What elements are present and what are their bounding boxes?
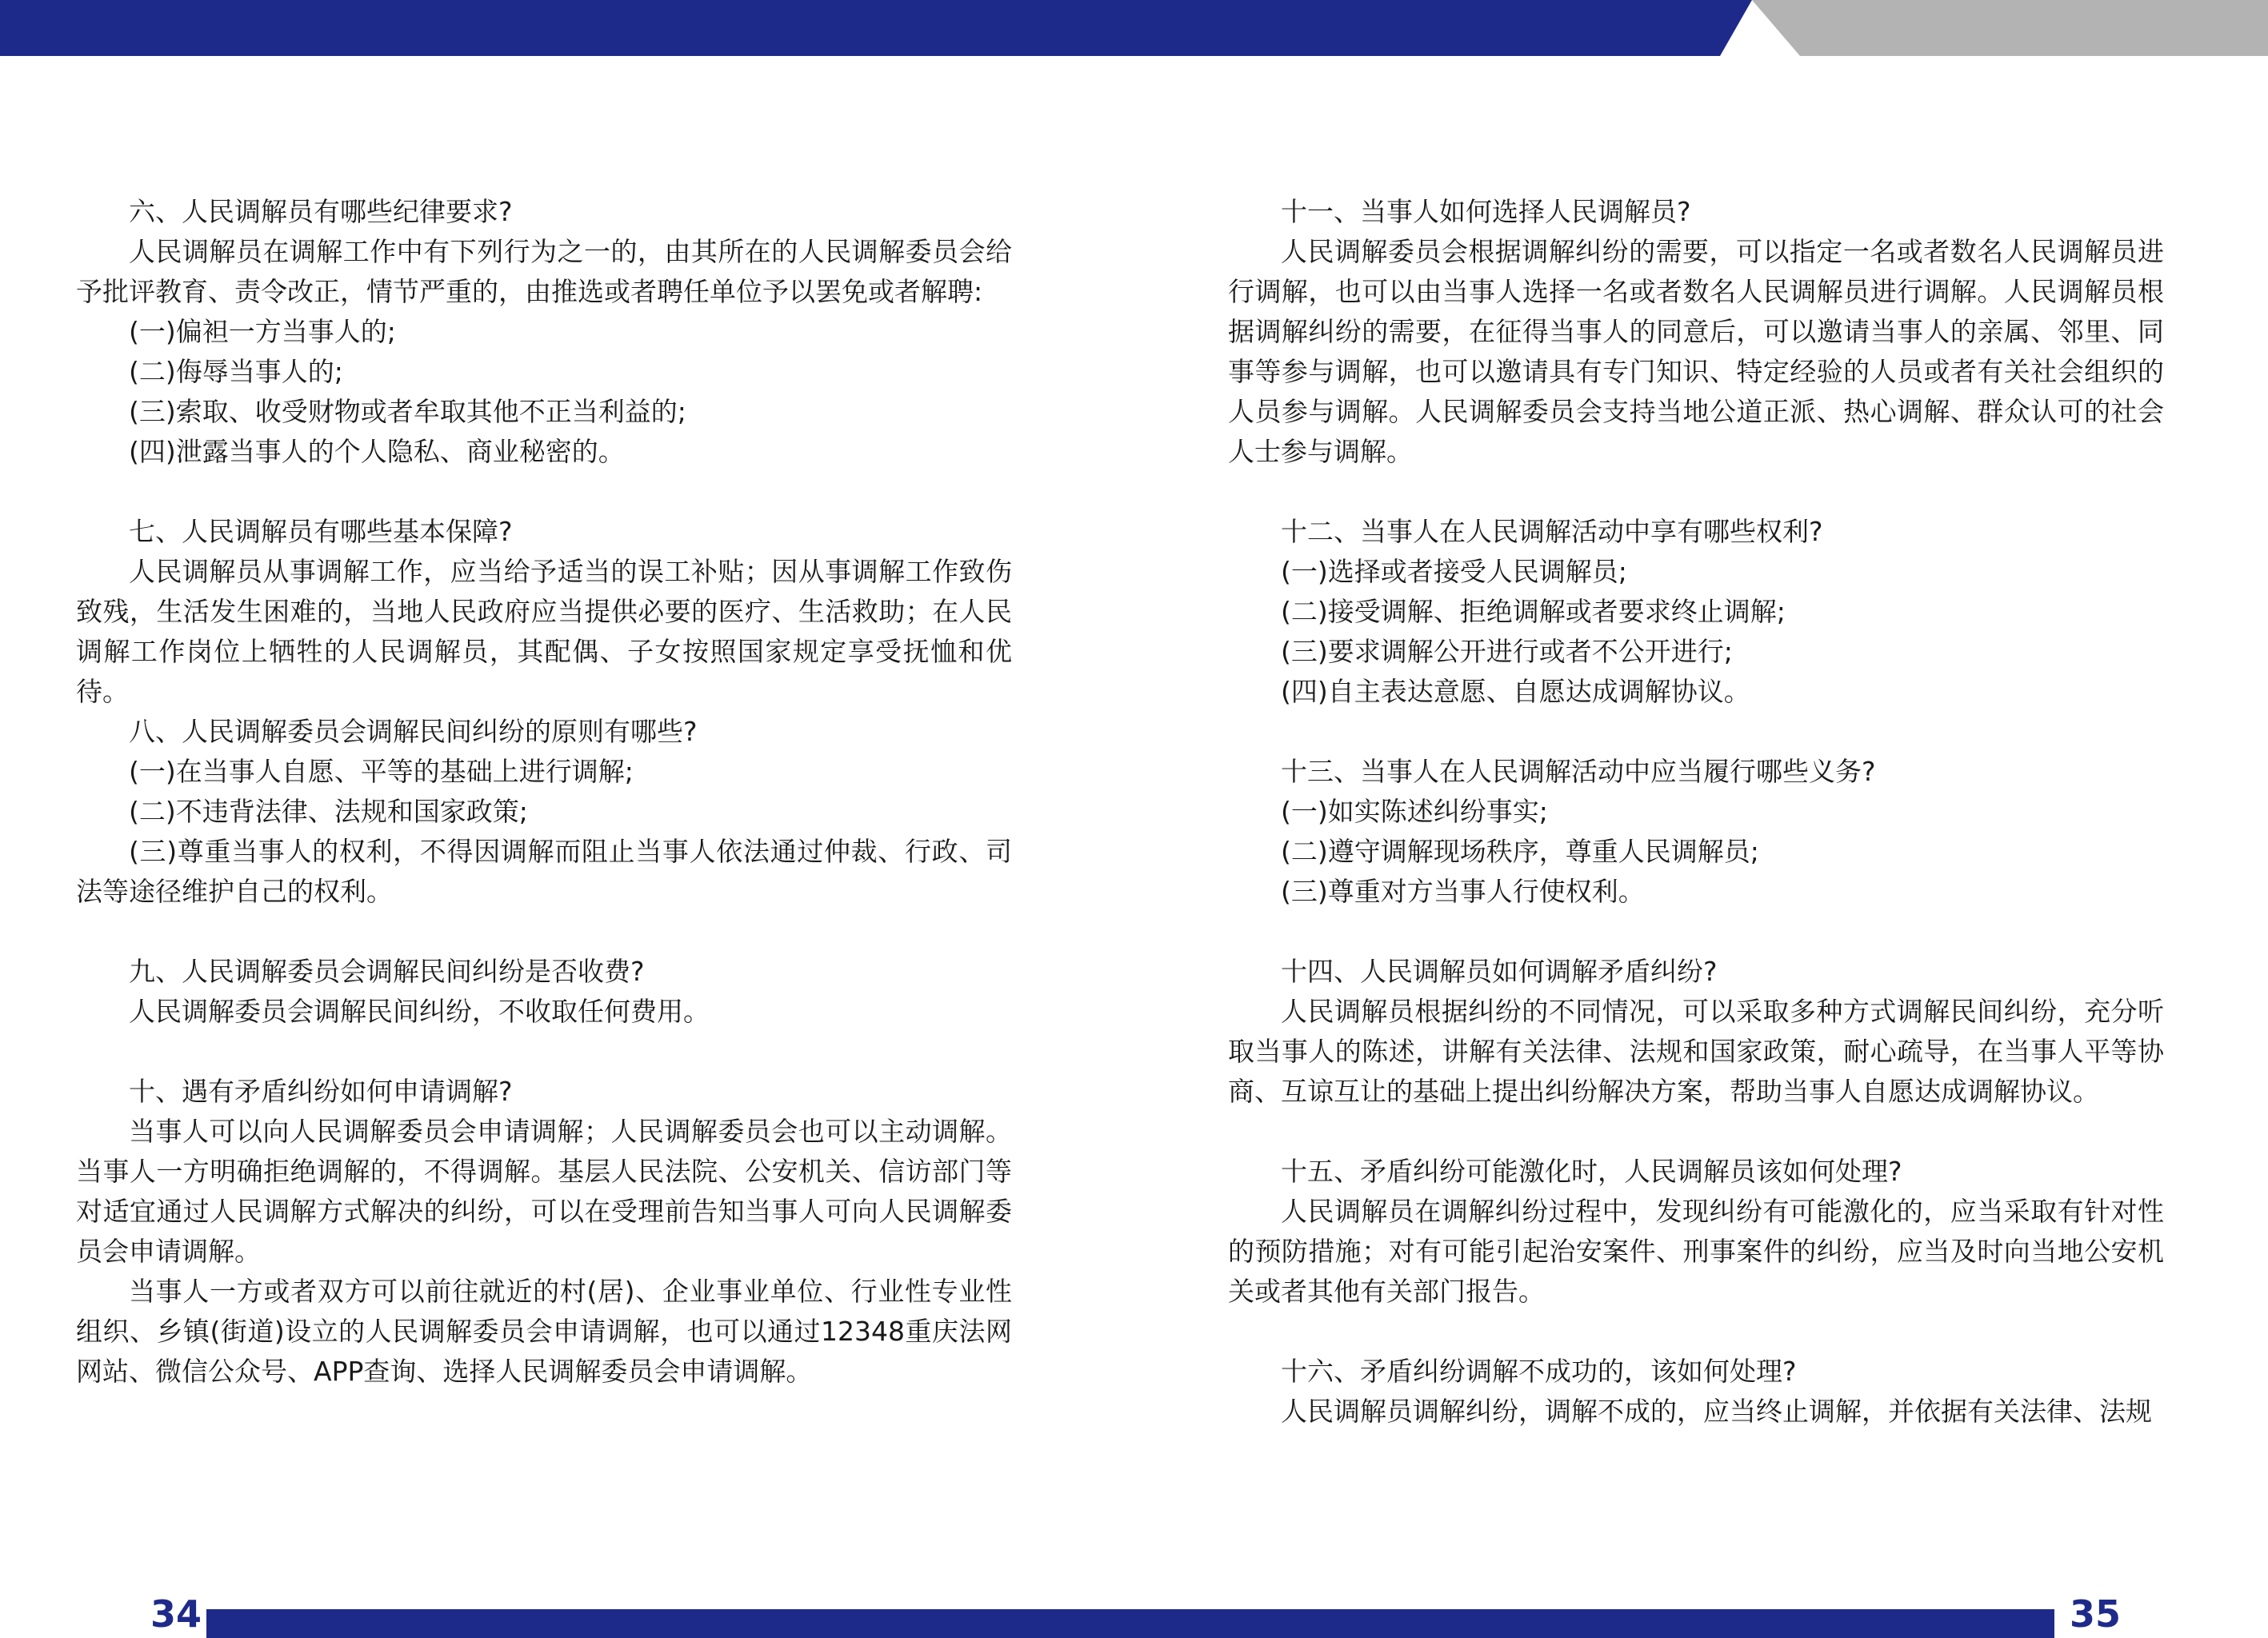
- list-item: (一)在当事人自愿、平等的基础上进行调解;: [129, 756, 634, 787]
- question-heading: 八、人民调解委员会调解民间纠纷的原则有哪些?: [129, 716, 698, 747]
- section-10: [76, 1072, 1012, 1392]
- question-heading: 九、人民调解委员会调解民间纠纷是否收费?: [129, 956, 645, 987]
- question-heading: 十六、矛盾纠纷调解不成功的，该如何处理?: [1281, 1356, 1797, 1387]
- paragraph: 人民调解员在调解工作中有下列行为之一的，由其所在的人民调解委员会给予批评教育、责令改正，情节严重的，由推选或者聘任单位予以罢免或者解聘:: [76, 236, 1012, 307]
- question-heading: 十四、人民调解员如何调解矛盾纠纷?: [1281, 956, 1718, 987]
- question-heading: 十三、当事人在人民调解活动中应当履行哪些义务?: [1281, 756, 1876, 787]
- paragraph: 人民调解员根据纠纷的不同情况，可以采取多种方式调解民间纠纷，充分听取当事人的陈述，讲解有关法律、法规和国家政策，耐心疏导，在当事人平等协商、互谅互让的基础上提出纠纷解决方案，帮助当事人自愿达成调解协议。: [1228, 996, 2164, 1107]
- left-page-column: [76, 192, 1012, 1432]
- paragraph: 人民调解员调解纠纷，调解不成的，应当终止调解，并依据有关法律、法规: [1281, 1396, 2152, 1427]
- section-15: [1228, 1152, 2164, 1312]
- list-item: (四)泄露当事人的个人隐私、商业秘密的。: [129, 436, 625, 467]
- question-heading: 六、人民调解员有哪些纪律要求?: [129, 196, 513, 227]
- section-9: [76, 952, 1012, 1032]
- list-item: (二)遵守调解现场秩序，尊重人民调解员;: [1281, 836, 1759, 867]
- paragraph: 当事人可以向人民调解委员会申请调解；人民调解委员会也可以主动调解。当事人一方明确拒绝调解的，不得调解。基层人民法院、公安机关、信访部门等对适宜通过人民调解方式解决的纠纷，可以在受理前告知当事人可向人民调解委员会申请调解。: [76, 1116, 1012, 1267]
- header-bar-grey: [1752, 0, 2268, 56]
- section-14: [1228, 952, 2164, 1112]
- section-12: [1228, 512, 2164, 712]
- list-item: (三)尊重对方当事人行使权利。: [1281, 876, 1645, 907]
- list-item: (一)偏袒一方当事人的;: [129, 316, 396, 347]
- page-number-right: 35: [2070, 1592, 2122, 1636]
- page-number-left: 34: [150, 1592, 202, 1636]
- list-item: (二)不违背法律、法规和国家政策;: [129, 796, 528, 827]
- section-16: [1228, 1352, 2164, 1432]
- section-6: [76, 192, 1012, 472]
- list-item: (一)如实陈述纠纷事实;: [1281, 796, 1548, 827]
- header-bar-blue: [0, 0, 1752, 56]
- section-11: [1228, 192, 2164, 472]
- right-page-column: [1228, 192, 2164, 1472]
- list-item: (二)接受调解、拒绝调解或者要求终止调解;: [1281, 596, 1786, 627]
- list-item: (三)索取、收受财物或者牟取其他不正当利益的;: [129, 396, 686, 427]
- question-heading: 十一、当事人如何选择人民调解员?: [1281, 196, 1691, 227]
- list-item: (三)要求调解公开进行或者不公开进行;: [1281, 636, 1733, 667]
- list-item: (二)侮辱当事人的;: [129, 356, 343, 387]
- paragraph: 人民调解委员会调解民间纠纷，不收取任何费用。: [129, 996, 710, 1027]
- paragraph: 人民调解委员会根据调解纠纷的需要，可以指定一名或者数名人民调解员进行调解，也可以由当事人选择一名或者数名人民调解员进行调解。人民调解员根据调解纠纷的需要，在征得当事人的同意后，可以邀请当事人的亲属、邻里、同事等参与调解，也可以邀请具有专门知识、特定经验的人员或者有关社会组织的人员参与调解。人民调解委员会支持当地公道正派、热心调解、群众认可的社会人士参与调解。: [1228, 236, 2164, 467]
- question-heading: 十、遇有矛盾纠纷如何申请调解?: [129, 1076, 513, 1107]
- list-item: (四)自主表达意愿、自愿达成调解协议。: [1281, 676, 1750, 707]
- question-heading: 十五、矛盾纠纷可能激化时，人民调解员该如何处理?: [1281, 1156, 1902, 1187]
- footer-bar: [206, 1609, 2054, 1638]
- section-7: [76, 512, 1012, 712]
- paragraph: 当事人一方或者双方可以前往就近的村(居)、企业事业单位、行业性专业性组织、乡镇(街道)设立的人民调解委员会申请调解，也可以通过12348重庆法网网站、微信公众号、APP查询、选择人民调解委员会申请调解。: [76, 1276, 1012, 1387]
- section-13: [1228, 752, 2164, 912]
- list-item: (一)选择或者接受人民调解员;: [1281, 556, 1627, 587]
- list-item: (三)尊重当事人的权利，不得因调解而阻止当事人依法通过仲裁、行政、司法等途径维护自己的权利。: [76, 836, 1012, 907]
- paragraph: 人民调解员在调解纠纷过程中，发现纠纷有可能激化的，应当采取有针对性的预防措施；对有可能引起治安案件、刑事案件的纠纷，应当及时向当地公安机关或者其他有关部门报告。: [1228, 1196, 2164, 1307]
- question-heading: 七、人民调解员有哪些基本保障?: [129, 516, 513, 547]
- paragraph: 人民调解员从事调解工作，应当给予适当的误工补贴；因从事调解工作致伤致残，生活发生困难的，当地人民政府应当提供必要的医疗、生活救助；在人民调解工作岗位上牺牲的人民调解员，其配偶、子女按照国家规定享受抚恤和优待。: [76, 556, 1012, 707]
- question-heading: 十二、当事人在人民调解活动中享有哪些权利?: [1281, 516, 1823, 547]
- section-8: [76, 712, 1012, 912]
